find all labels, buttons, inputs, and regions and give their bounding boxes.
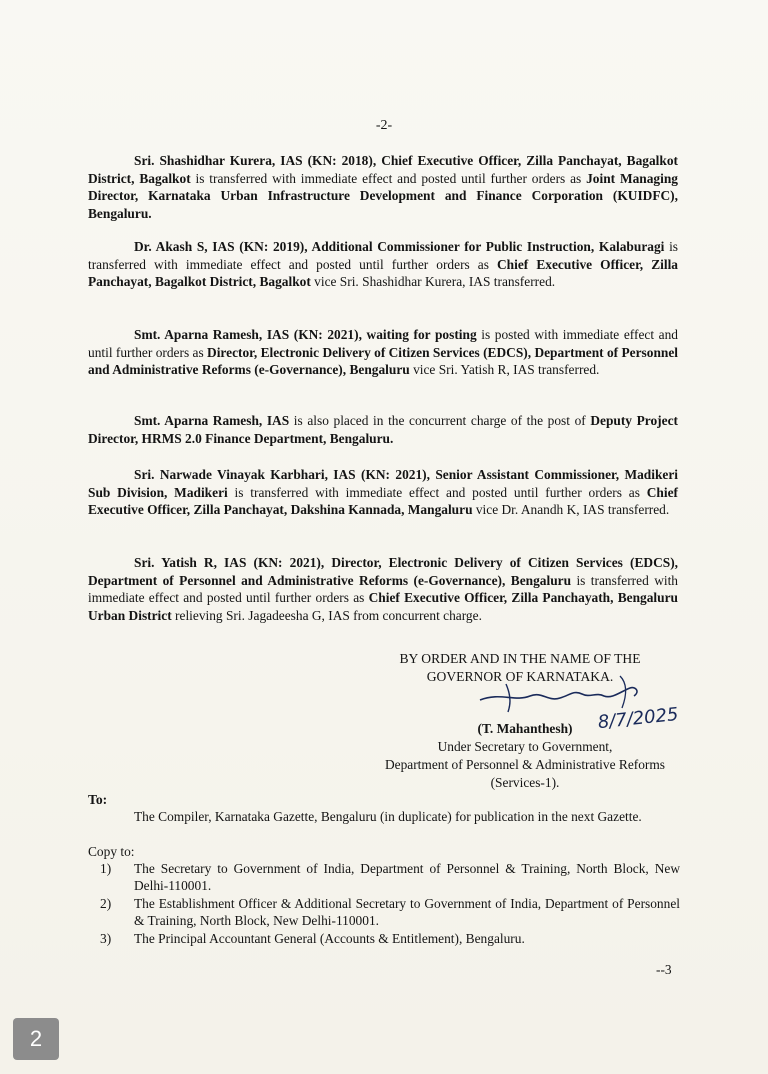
paragraph-5-segment-4: vice Dr. Anandh K, IAS transferred. [472, 502, 670, 518]
paragraph-1-segment-3: Joint Managing Director, Karnataka Urban Infrastructure Development and Finance Corporation (KUIDFC), Bengaluru. [88, 170, 678, 221]
signatory-designation: Under Secretary to Government, [437, 739, 613, 754]
paragraph-2-segment-4: vice Sri. Shashidhar Kurera, IAS transferred. [310, 274, 556, 290]
paragraph-2 [88, 238, 678, 291]
page-header-number: -2- [375, 118, 393, 133]
paragraph-4-segment-3: Deputy Project Director, HRMS 2.0 Finance Department, Bengaluru. [88, 413, 678, 446]
paragraph-4-segment-1: Smt. Aparna Ramesh, IAS [134, 413, 290, 428]
paragraph-3-segment-2: is posted with immediate effect and until further orders as [88, 327, 678, 360]
paragraph-3-segment-1: Smt. Aparna Ramesh, IAS (KN: 2021), waiting for posting [134, 327, 477, 342]
paragraph-3 [88, 326, 678, 379]
paragraph-1-segment-2: is transferred with immediate effect and posted until further orders as [190, 170, 587, 186]
paragraph-6-segment-2: is transferred with immediate effect and posted until further orders as [88, 572, 678, 606]
order-line-1: BY ORDER AND IN THE NAME OF THE [399, 651, 641, 666]
to-recipient: The Compiler, Karnataka Gazette, Bengaluru (in duplicate) for publication in the next Gazette. [134, 809, 642, 824]
copy-to-list [100, 860, 680, 948]
signatory-department: Department of Personnel & Administrative Reforms [384, 757, 666, 772]
paragraph-6-segment-1: Sri. Yatish R, IAS (KN: 2021), Director, Electronic Delivery of Citizen Services (EDCS), Department of Personnel and Administrative Reforms (e-Governance), Bengaluru [88, 555, 678, 588]
paragraph-4 [88, 412, 678, 447]
paragraph-5-segment-2: is transferred with immediate effect and posted until further orders as [227, 484, 647, 500]
signature-date-handwritten: 8/7/2025 [596, 703, 680, 734]
paragraph-4-segment-2: is also placed in the concurrent charge of the post of [289, 413, 591, 428]
copy-item-2: 2) The Establishment Officer & Additional Secretary to Government of India, Department of Personnel & Training, North Block, New Delhi-110001. [100, 896, 680, 928]
next-page-marker: --3 [656, 962, 672, 977]
signatory-section: (Services-1). [490, 775, 560, 790]
paragraph-6-segment-4: relieving Sri. Jagadeesha G, IAS from concurrent charge. [171, 607, 482, 623]
paragraph-2-segment-1: Dr. Akash S, IAS (KN: 2019), Additional Commissioner for Public Instruction, Kalaburagi [134, 239, 665, 254]
page-number-badge[interactable]: 2 [13, 1018, 59, 1060]
paragraph-1-segment-1: Sri. Shashidhar Kurera, IAS (KN: 2018), Chief Executive Officer, Zilla Panchayat, Bagalkot District, Bagalkot [88, 153, 678, 186]
to-label: To: [88, 792, 108, 807]
paragraph-1 [88, 152, 678, 222]
copy-item-3: 3) The Principal Accountant General (Accounts & Entitlement), Bengaluru. [100, 931, 525, 946]
paragraph-6-segment-3: Chief Executive Officer, Zilla Panchayath, Bengaluru Urban District [88, 590, 678, 623]
paragraph-5-segment-1: Sri. Narwade Vinayak Karbhari, IAS (KN: 2021), Senior Assistant Commissioner, Madikeri Sub Division, Madikeri [88, 467, 678, 500]
paragraph-2-segment-3: Chief Executive Officer, Zilla Panchayat, Bagalkot District, Bagalkot [88, 256, 678, 290]
paragraph-3-segment-3: Director, Electronic Delivery of Citizen Services (EDCS), Department of Personnel and Administrative Reforms (e-Governance), Bengaluru [88, 344, 678, 378]
signatory-name: (T. Mahanthesh) [477, 721, 573, 736]
paragraph-5-segment-3: Chief Executive Officer, Zilla Panchayat, Dakshina Kannada, Mangaluru [88, 484, 678, 518]
copy-item-1: 1) The Secretary to Government of India, Department of Personnel & Training, North Block, New Delhi-110001. [100, 861, 680, 893]
paragraph-5 [88, 466, 678, 519]
copy-to-label: Copy to: [88, 844, 135, 859]
order-line-2: GOVERNOR OF KARNATAKA. [426, 669, 614, 684]
paragraph-6 [88, 554, 678, 624]
paragraph-3-segment-4: vice Sri. Yatish R, IAS transferred. [409, 362, 600, 378]
paragraph-2-segment-2: is transferred with immediate effect and posted until further orders as [88, 239, 679, 272]
